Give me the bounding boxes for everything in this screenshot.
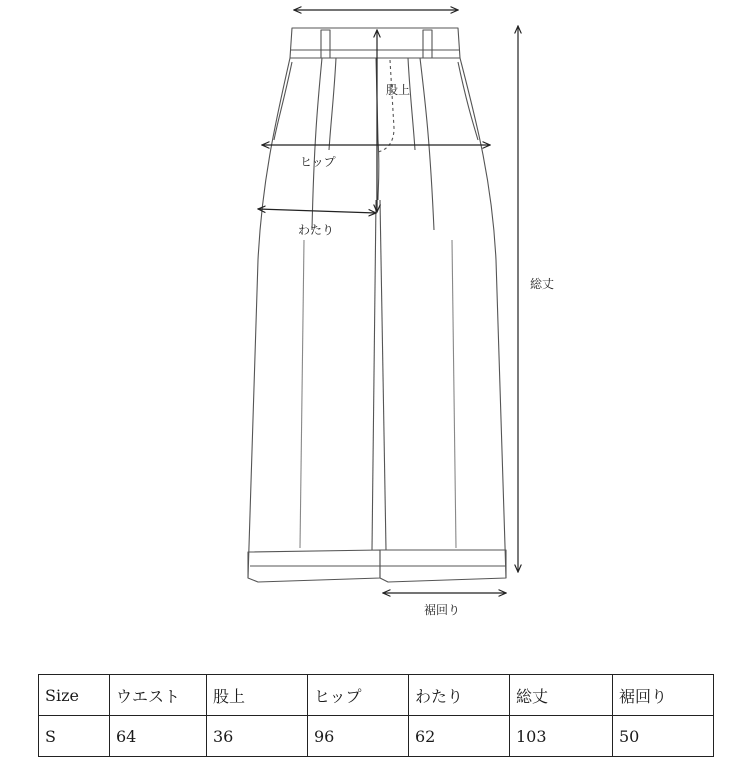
cell-total-length: 103 [510, 716, 613, 757]
cell-rise: 36 [207, 716, 308, 757]
size-table-header-row [39, 675, 714, 716]
header-rise: 股上 [207, 675, 308, 716]
cell-waist: 64 [110, 716, 207, 757]
total-length-label: 総丈 [530, 277, 555, 291]
size-table [38, 674, 714, 757]
hem-label: 裾回り [424, 603, 461, 617]
cell-hip: 96 [308, 716, 409, 757]
cell-thigh: 62 [409, 716, 510, 757]
header-total-length: 総丈 [510, 675, 613, 716]
header-hem: 裾回り [613, 675, 714, 716]
thigh-label: わたり [298, 223, 335, 237]
cell-hem: 50 [613, 716, 714, 757]
header-waist: ウエスト [110, 675, 207, 716]
cell-size: S [39, 716, 110, 757]
header-thigh: わたり [409, 675, 510, 716]
measurement-arrows [258, 10, 518, 593]
thigh-arrow [258, 209, 376, 213]
hip-label: ヒップ [300, 155, 336, 169]
table-row [39, 716, 714, 757]
header-size: Size [39, 675, 110, 716]
header-hip: ヒップ [308, 675, 409, 716]
rise-label: 股上 [386, 83, 411, 97]
